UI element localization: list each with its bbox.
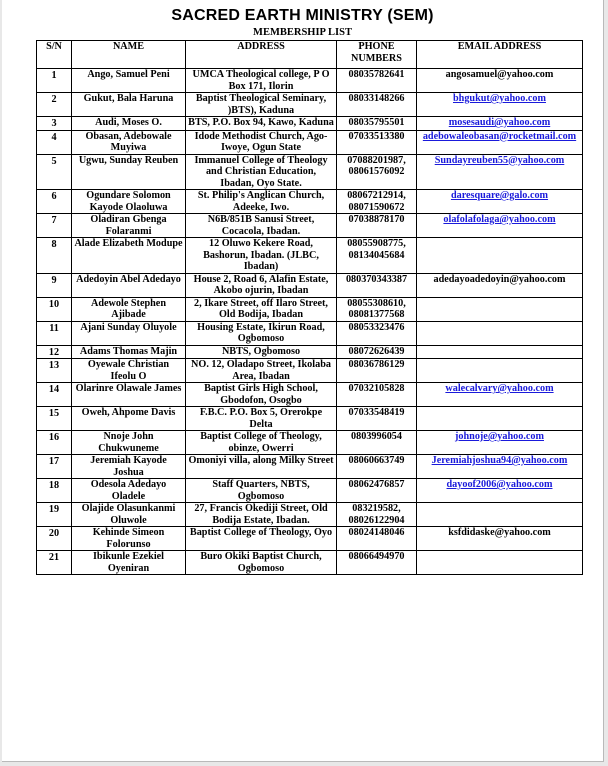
cell-sn: 15 — [37, 407, 72, 431]
cell-name: Jeremiah Kayode Joshua — [72, 455, 186, 479]
cell-name: Oladiran Gbenga Folaranmi — [72, 214, 186, 238]
cell-phone: 08035795501 — [337, 117, 417, 131]
cell-phone: 08066494970 — [337, 551, 417, 575]
column-header-email: EMAIL ADDRESS — [417, 41, 583, 69]
cell-name: Ango, Samuel Peni — [72, 69, 186, 93]
table-row — [37, 383, 583, 407]
table-row — [37, 238, 583, 274]
cell-name: Adams Thomas Majin — [72, 345, 186, 359]
cell-address: 2, Ikare Street, off Ilaro Street, Old Bodija, Ibadan — [186, 297, 337, 321]
cell-sn: 19 — [37, 503, 72, 527]
cell-phone: 08036786129 — [337, 359, 417, 383]
cell-sn: 12 — [37, 345, 72, 359]
cell-address: 27, Francis Okediji Street, Old Bodija Estate, Ibadan. — [186, 503, 337, 527]
table-row — [37, 431, 583, 455]
cell-name: Adewole Stephen Ajibade — [72, 297, 186, 321]
cell-phone: 08055908775, 08134045684 — [337, 238, 417, 274]
cell-phone: 08072626439 — [337, 345, 417, 359]
cell-address: N6B/851B Sanusi Street, Cocacola, Ibadan. — [186, 214, 337, 238]
cell-email[interactable]: adebowaleobasan@rocketmail.com — [417, 130, 583, 154]
cell-sn: 2 — [37, 93, 72, 117]
cell-sn: 9 — [37, 273, 72, 297]
cell-address: Baptist College of Theology, Oyo — [186, 527, 337, 551]
cell-address: Omoniyi villa, along Milky Street — [186, 455, 337, 479]
cell-sn: 16 — [37, 431, 72, 455]
cell-email[interactable]: Sundayreuben55@yahoo.com — [417, 154, 583, 190]
table-row — [37, 503, 583, 527]
column-header-sn: S/N — [37, 41, 72, 69]
cell-phone: 0803996054 — [337, 431, 417, 455]
cell-email[interactable]: walecalvary@yahoo.com — [417, 383, 583, 407]
cell-sn: 7 — [37, 214, 72, 238]
table-row — [37, 154, 583, 190]
cell-email: ksfdidaske@yahoo.com — [417, 527, 583, 551]
cell-sn: 6 — [37, 190, 72, 214]
cell-address: Baptist College of Theology, obinze, Owerri — [186, 431, 337, 455]
cell-phone: 08055308610, 08081377568 — [337, 297, 417, 321]
cell-address: NO. 12, Oladapo Street, Ikolaba Area, Ibadan — [186, 359, 337, 383]
cell-sn: 20 — [37, 527, 72, 551]
cell-sn: 17 — [37, 455, 72, 479]
cell-phone: 07088201987, 08061576092 — [337, 154, 417, 190]
cell-name: Ogundare Solomon Kayode Olaoluwa — [72, 190, 186, 214]
cell-phone: 08062476857 — [337, 479, 417, 503]
cell-phone: 07032105828 — [337, 383, 417, 407]
table-row — [37, 551, 583, 575]
cell-address: BTS, P.O. Box 94, Kawo, Kaduna — [186, 117, 337, 131]
cell-phone: 07033548419 — [337, 407, 417, 431]
cell-sn: 10 — [37, 297, 72, 321]
cell-address: Idode Methodist Church, Ago-Iwoye, Ogun State — [186, 130, 337, 154]
table-row — [37, 479, 583, 503]
cell-address: Baptist Theological Seminary, )BTS), Kaduna — [186, 93, 337, 117]
cell-sn: 21 — [37, 551, 72, 575]
cell-email[interactable]: Jeremiahjoshua94@yahoo.com — [417, 455, 583, 479]
column-header-phone: PHONE NUMBERS — [337, 41, 417, 69]
cell-sn: 3 — [37, 117, 72, 131]
table-row — [37, 130, 583, 154]
cell-email[interactable]: mosesaudi@yahoo.com — [417, 117, 583, 131]
table-row — [37, 117, 583, 131]
cell-email[interactable]: dayoof2006@yahoo.com — [417, 479, 583, 503]
cell-address: House 2, Road 6, Alafin Estate, Akobo ojurin, Ibadan — [186, 273, 337, 297]
cell-name: Oyewale Christian Ifeolu O — [72, 359, 186, 383]
column-header-address: ADDRESS — [186, 41, 337, 69]
cell-phone: 08033148266 — [337, 93, 417, 117]
cell-email — [417, 297, 583, 321]
cell-sn: 8 — [37, 238, 72, 274]
cell-phone: 083219582, 08026122904 — [337, 503, 417, 527]
cell-name: Ajani Sunday Oluyole — [72, 321, 186, 345]
cell-sn: 5 — [37, 154, 72, 190]
cell-name: Obasan, Adebowale Muyiwa — [72, 130, 186, 154]
cell-address: Staff Quarters, NBTS, Ogbomoso — [186, 479, 337, 503]
cell-name: Ibikunle Ezekiel Oyeniran — [72, 551, 186, 575]
cell-address: Housing Estate, Ikirun Road, Ogbomoso — [186, 321, 337, 345]
document-page — [2, 0, 604, 762]
cell-phone: 08067212914, 08071590672 — [337, 190, 417, 214]
document-title: SACRED EARTH MINISTRY (SEM) — [171, 7, 434, 24]
cell-phone: 080370343387 — [337, 273, 417, 297]
cell-email — [417, 321, 583, 345]
cell-email — [417, 407, 583, 431]
cell-email[interactable]: daresquare@galo.com — [417, 190, 583, 214]
cell-name: Audi, Moses O. — [72, 117, 186, 131]
cell-name: Nnoje John Chukwuneme — [72, 431, 186, 455]
cell-name: Gukut, Bala Haruna — [72, 93, 186, 117]
table-row — [37, 527, 583, 551]
table-row — [37, 407, 583, 431]
cell-phone: 08035782641 — [337, 69, 417, 93]
cell-address: NBTS, Ogbomoso — [186, 345, 337, 359]
cell-phone: 08060663749 — [337, 455, 417, 479]
cell-phone: 08024148046 — [337, 527, 417, 551]
cell-email — [417, 359, 583, 383]
table-row — [37, 69, 583, 93]
table-row — [37, 93, 583, 117]
membership-table — [36, 40, 583, 575]
table-row — [37, 190, 583, 214]
cell-sn: 14 — [37, 383, 72, 407]
cell-email: angosamuel@yahoo.com — [417, 69, 583, 93]
cell-name: Alade Elizabeth Modupe — [72, 238, 186, 274]
table-header-row — [37, 41, 583, 69]
cell-sn: 18 — [37, 479, 72, 503]
table-row — [37, 297, 583, 321]
cell-phone: 07033513380 — [337, 130, 417, 154]
cell-email — [417, 238, 583, 274]
cell-phone: 08053323476 — [337, 321, 417, 345]
cell-name: Oweh, Ahpome Davis — [72, 407, 186, 431]
document-subtitle: MEMBERSHIP LIST — [253, 27, 352, 38]
table-row — [37, 321, 583, 345]
table-row — [37, 214, 583, 238]
cell-sn: 11 — [37, 321, 72, 345]
cell-email: adedayoadedoyin@yahoo.com — [417, 273, 583, 297]
table-row — [37, 359, 583, 383]
cell-name: Olarinre Olawale James — [72, 383, 186, 407]
table-row — [37, 273, 583, 297]
cell-address: UMCA Theological college, P O Box 171, Ilorin — [186, 69, 337, 93]
cell-email — [417, 503, 583, 527]
cell-name: Adedoyin Abel Adedayo — [72, 273, 186, 297]
cell-email[interactable]: johnoje@yahoo.com — [417, 431, 583, 455]
table-row — [37, 345, 583, 359]
cell-sn: 4 — [37, 130, 72, 154]
cell-phone: 07038878170 — [337, 214, 417, 238]
cell-address: Buro Okiki Baptist Church, Ogbomoso — [186, 551, 337, 575]
cell-address: F.B.C. P.O. Box 5, Orerokpe Delta — [186, 407, 337, 431]
cell-name: Ugwu, Sunday Reuben — [72, 154, 186, 190]
cell-email[interactable]: olafolafolaga@yahoo.com — [417, 214, 583, 238]
table-row — [37, 455, 583, 479]
cell-address: 12 Oluwo Kekere Road, Bashorun, Ibadan. (JLBC, Ibadan) — [186, 238, 337, 274]
cell-name: Odesola Adedayo Oladele — [72, 479, 186, 503]
cell-sn: 13 — [37, 359, 72, 383]
cell-address: St. Philip's Anglican Church, Adeeke, Iwo. — [186, 190, 337, 214]
cell-email — [417, 345, 583, 359]
column-header-name: NAME — [72, 41, 186, 69]
cell-email[interactable]: bhgukut@yahoo.com — [417, 93, 583, 117]
cell-name: Kehinde Simeon Folorunso — [72, 527, 186, 551]
cell-name: Olajide Olasunkanmi Oluwole — [72, 503, 186, 527]
cell-email — [417, 551, 583, 575]
cell-address: Immanuel College of Theology and Christian Education, Ibadan, Oyo State. — [186, 154, 337, 190]
cell-sn: 1 — [37, 69, 72, 93]
cell-address: Baptist Girls High School, Gbodofon, Osogbo — [186, 383, 337, 407]
